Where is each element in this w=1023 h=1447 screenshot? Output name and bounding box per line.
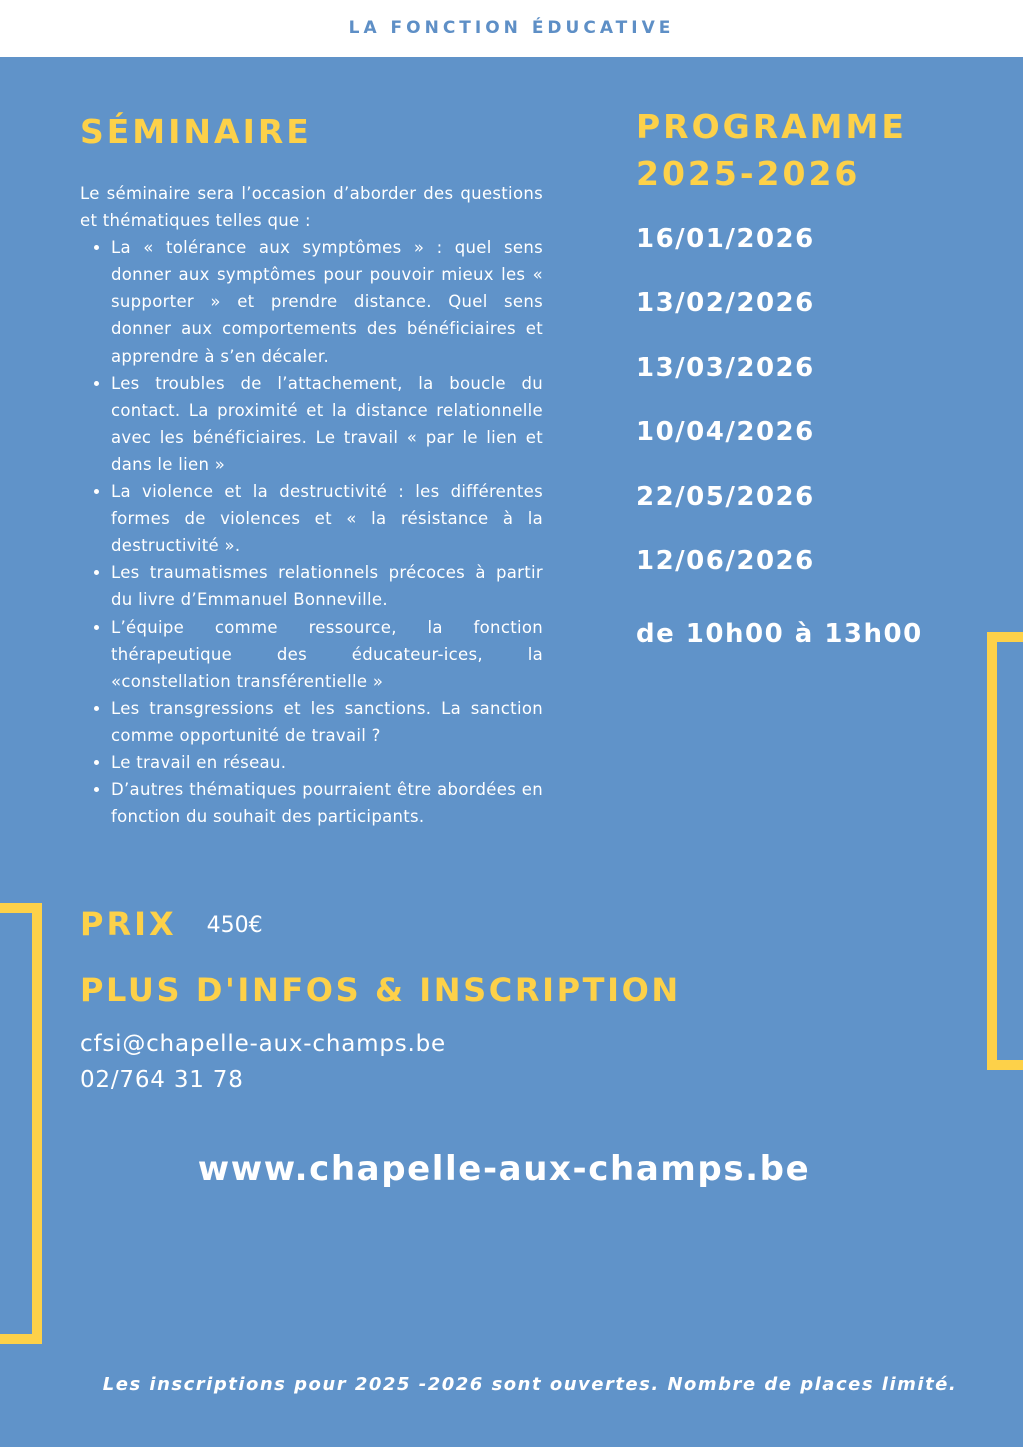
programme-heading: PROGRAMME 2025-2026 xyxy=(636,107,907,193)
topic-item: • L’équipe comme ressource, la fonction thérapeutique des éducateur-ices, la «constellation transférentielle » xyxy=(111,614,543,695)
topic-item: • D’autres thématiques pourraient être abordées en fonction du souhait des participants. xyxy=(111,776,543,830)
topic-item: • Les troubles de l’attachement, la boucle du contact. La proximité et la distance relationnelle avec les bénéficiaires. Le travail « par le lien et dans le lien » xyxy=(111,370,543,478)
session-date: 13/03/2026 xyxy=(636,352,815,383)
topic-item: • La « tolérance aux symptômes » : quel sens donner aux symptômes pour pouvoir mieux les « supporter » et prendre distance. Quel sens donner aux comportements des bénéficiaires et apprendre à s’en décaler. xyxy=(111,234,543,369)
seminaire-heading: SÉMINAIRE xyxy=(80,112,312,151)
seminaire-intro: Le séminaire sera l’occasion d’aborder des questions et thématiques telles que : xyxy=(80,184,543,231)
topic-item: • Le travail en réseau. xyxy=(111,749,543,776)
session-date: 12/06/2026 xyxy=(636,545,815,576)
decorative-bracket-right xyxy=(987,632,1023,1070)
session-date: 13/02/2026 xyxy=(636,288,815,319)
topic-item: • Les traumatismes relationnels précoces à partir du livre d’Emmanuel Bonneville. xyxy=(111,559,543,613)
topic-item: • Les transgressions et les sanctions. La sanction comme opportunité de travail ? xyxy=(111,695,543,749)
topic-list xyxy=(80,234,543,830)
contact-block xyxy=(80,1026,446,1098)
session-hours: de 10h00 à 13h00 xyxy=(636,619,923,649)
top-banner xyxy=(0,0,1023,57)
session-date: 16/01/2026 xyxy=(636,224,815,254)
price-label: PRIX xyxy=(80,905,177,943)
phone-link[interactable]: 02/764 31 78 xyxy=(80,1067,244,1093)
seminaire-body xyxy=(80,180,543,830)
session-date: 22/05/2026 xyxy=(636,481,815,512)
website-link[interactable]: www.chapelle-aux-champs.be xyxy=(197,1149,811,1189)
email-link[interactable]: cfsi@chapelle-aux-champs.be xyxy=(80,1031,446,1057)
price-value: 450€ xyxy=(206,912,263,938)
document-title: LA FONCTION ÉDUCATIVE xyxy=(348,17,675,38)
topic-item: • La violence et la destructivité : les différentes formes de violences et « la résistance à la destructivité ». xyxy=(111,478,543,559)
info-heading: PLUS D'INFOS & INSCRIPTION xyxy=(80,971,681,1009)
registration-note: Les inscriptions pour 2025 -2026 sont ouvertes. Nombre de places limité. xyxy=(102,1374,958,1395)
decorative-bracket-left xyxy=(0,903,42,1344)
price-row xyxy=(80,905,263,943)
session-dates-list xyxy=(636,220,815,606)
session-date: 10/04/2026 xyxy=(636,417,815,448)
